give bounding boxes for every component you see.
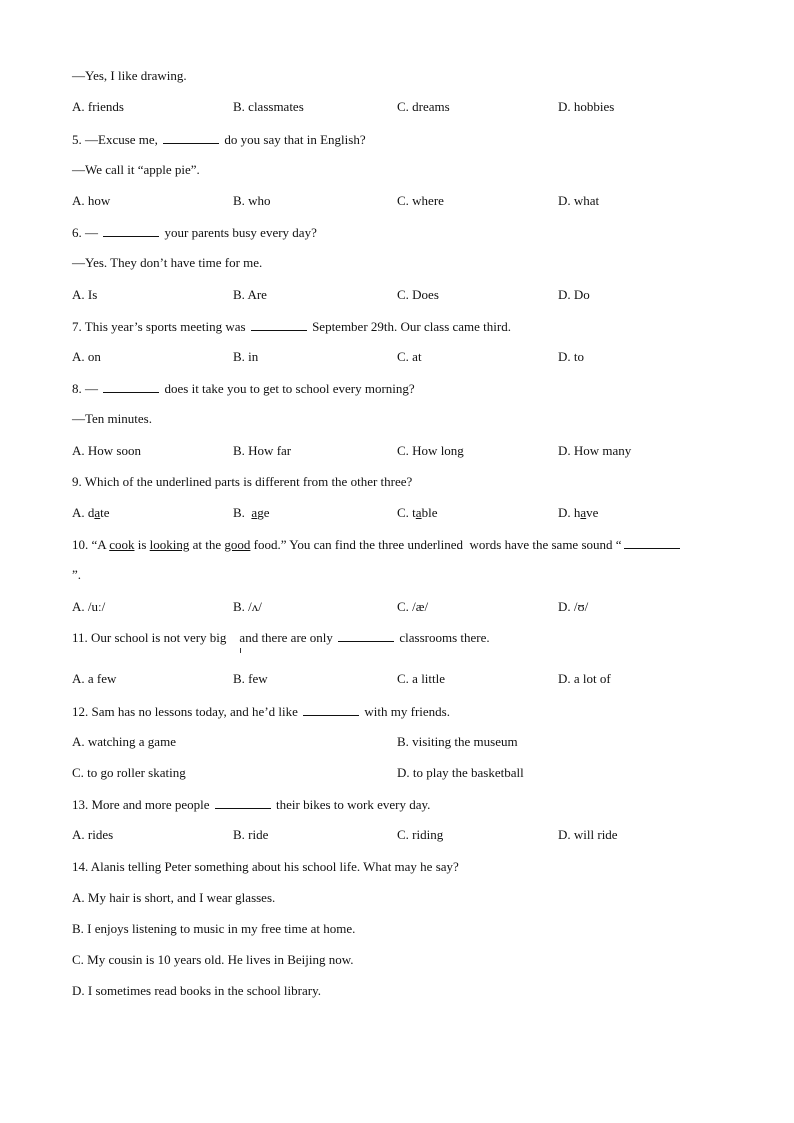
q5-answer-line: —We call it “apple pie”.	[72, 162, 200, 177]
q7-stem-before: 7. This year’s sports meeting was	[72, 319, 246, 334]
answer-blank	[251, 318, 307, 331]
q11-option-d: D. a lot of	[558, 671, 611, 686]
q8-stem-before: 8. —	[72, 381, 98, 396]
q5-option-a: A. how	[72, 193, 111, 208]
q14-option-d: D. I sometimes read books in the school library.	[72, 983, 321, 998]
q6-option-a: A. Is	[72, 287, 98, 302]
q5-option-b: B. who	[233, 193, 271, 208]
q11-stem-after: classrooms there.	[399, 630, 490, 645]
q6-answer-line: —Yes. They don’t have time for me.	[72, 255, 263, 270]
q7-option-b: B. in	[233, 349, 259, 364]
q7-option-d: D. to	[558, 349, 584, 364]
answer-blank	[215, 796, 271, 809]
q13-option-c: C. riding	[397, 827, 444, 842]
q13-stem-after: their bikes to work every day.	[276, 797, 431, 812]
underlined-word: good	[224, 537, 251, 552]
stray-mark	[240, 648, 243, 653]
q10-stem: 10. “A cook is looking at the good food.” You can find the three underlined words have the same sound “	[72, 536, 682, 553]
q4-option-a: A. friends	[72, 99, 124, 114]
q6-stem-before: 6. —	[72, 225, 98, 240]
q14-option-a: A. My hair is short, and I wear glasses.	[72, 890, 276, 905]
q5-option-d: D. what	[558, 193, 600, 208]
answer-blank	[303, 703, 359, 716]
q5-option-c: C. where	[397, 193, 444, 208]
q5-stem	[72, 131, 366, 148]
q6-stem-after: your parents busy every day?	[164, 225, 317, 240]
q13-stem-before: 13. More and more people	[72, 797, 210, 812]
q12-stem	[72, 703, 450, 720]
q7-option-c: C. at	[397, 349, 422, 364]
q5-stem-after: do you say that in English?	[224, 132, 366, 147]
q9-stem: 9. Which of the underlined parts is different from the other three?	[72, 474, 413, 489]
q11-option-b: B. few	[233, 671, 268, 686]
q12-option-a: A. watching a game	[72, 734, 176, 749]
q8-option-b: B. How far	[233, 443, 292, 458]
answer-blank	[338, 629, 394, 642]
answer-blank	[103, 224, 159, 237]
q7-stem	[72, 318, 511, 335]
q4-answer-line: —Yes, I like drawing.	[72, 68, 187, 83]
q10-option-c: C. /æ/	[397, 599, 429, 614]
q6-stem	[72, 224, 317, 241]
q13-option-b: B. ride	[233, 827, 269, 842]
q8-answer-line: —Ten minutes.	[72, 411, 152, 426]
q9-option-a: A. date	[72, 505, 110, 520]
q5-stem-before: 5. —Excuse me,	[72, 132, 158, 147]
q12-stem-after: with my friends.	[364, 704, 450, 719]
q7-option-a: A. on	[72, 349, 101, 364]
q14-option-c: C. My cousin is 10 years old. He lives in Beijing now.	[72, 952, 354, 967]
q11-stem	[72, 629, 490, 646]
q13-option-d: D. will ride	[558, 827, 618, 842]
q14-option-b: B. I enjoys listening to music in my free time at home.	[72, 921, 356, 936]
q6-option-d: D. Do	[558, 287, 590, 302]
q10-option-d: D. /ʊ/	[558, 599, 589, 614]
q8-option-c: C. How long	[397, 443, 464, 458]
q12-option-b: B. visiting the museum	[397, 734, 518, 749]
q11-option-c: C. a little	[397, 671, 446, 686]
q9-option-c: C. table	[397, 505, 438, 520]
q10-stem-continued: ”.	[72, 567, 82, 582]
q9-option-b: B. age	[233, 505, 270, 520]
q4-option-c: C. dreams	[397, 99, 450, 114]
q12-option-c: C. to go roller skating	[72, 765, 186, 780]
answer-blank	[103, 380, 159, 393]
q13-stem	[72, 796, 430, 813]
q6-option-c: C. Does	[397, 287, 439, 302]
q6-option-b: B. Are	[233, 287, 267, 302]
q12-stem-before: 12. Sam has no lessons today, and he’d like	[72, 704, 298, 719]
q10-option-b: B. /ʌ/	[233, 599, 262, 614]
q4-option-b: B. classmates	[233, 99, 304, 114]
q8-stem	[72, 380, 415, 397]
q7-stem-after: September 29th. Our class came third.	[312, 319, 511, 334]
underlined-word: cook	[109, 537, 135, 552]
q12-option-d: D. to play the basketball	[397, 765, 524, 780]
q11-stem-before: 11. Our school is not very big and there are only	[72, 630, 333, 645]
q14-stem: 14. Alanis telling Peter something about his school life. What may he say?	[72, 859, 459, 874]
q9-option-d: D. have	[558, 505, 599, 520]
underlined-word: looking	[149, 537, 190, 552]
q10-option-a: A. /uː/	[72, 599, 106, 614]
q8-option-a: A. How soon	[72, 443, 141, 458]
answer-blank	[163, 131, 219, 144]
q8-stem-after: does it take you to get to school every morning?	[164, 381, 415, 396]
q11-option-a: A. a few	[72, 671, 117, 686]
q8-option-d: D. How many	[558, 443, 632, 458]
q4-option-d: D. hobbies	[558, 99, 615, 114]
answer-blank	[624, 536, 680, 549]
q13-option-a: A. rides	[72, 827, 114, 842]
